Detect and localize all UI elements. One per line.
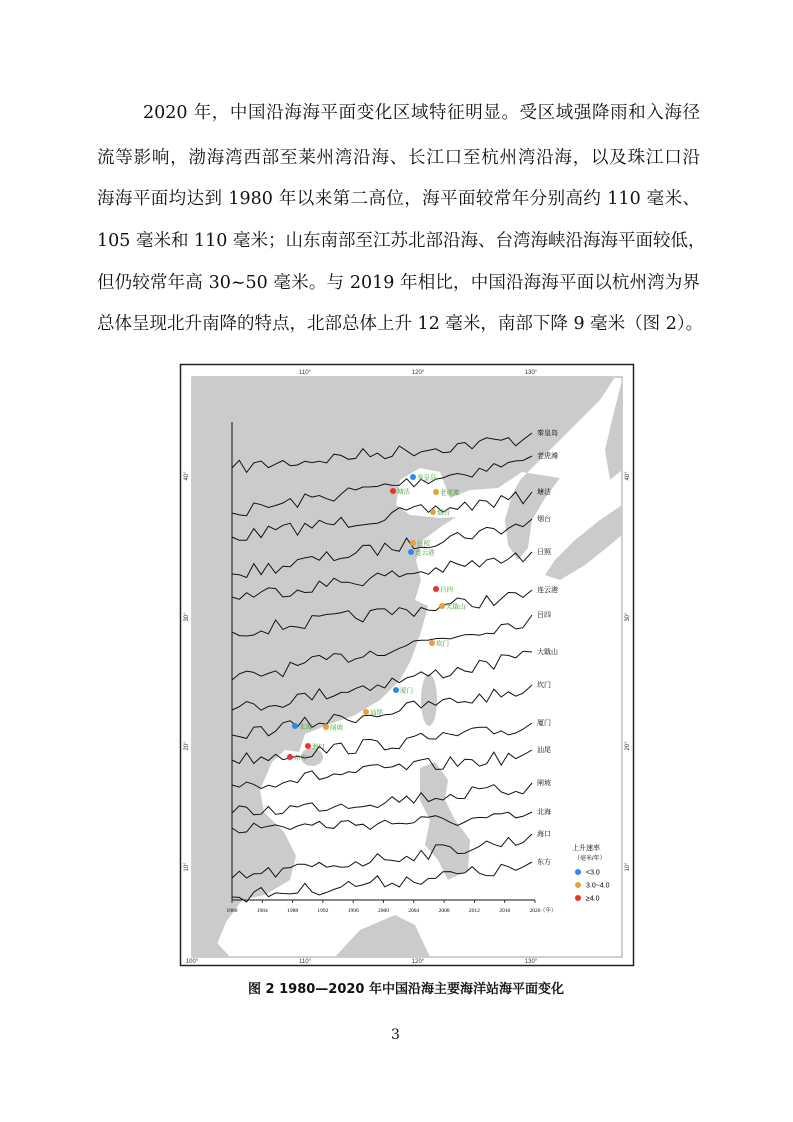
x-tick-label: 2020 bbox=[529, 908, 541, 914]
lat-label-right: 30° bbox=[625, 612, 631, 622]
station-label: 连云港 bbox=[415, 549, 435, 557]
body-text-line: 2020 年，中国沿海海平面变化区域特征明显。受区域强降雨和入海径 bbox=[143, 103, 700, 123]
series-label: 北海 bbox=[537, 808, 551, 816]
lon-label-top: 120° bbox=[411, 370, 425, 376]
station-label: 吕四 bbox=[440, 586, 453, 594]
series-label: 日照 bbox=[537, 548, 551, 556]
legend-unit: （毫米/年） bbox=[574, 856, 606, 862]
x-tick-label: 1980 bbox=[226, 908, 238, 914]
station-dot bbox=[408, 549, 414, 555]
lon-label-bottom: 110° bbox=[299, 959, 311, 965]
series-label: 大戢山 bbox=[537, 648, 558, 656]
station-label: 东方 bbox=[294, 754, 307, 762]
station-dot bbox=[393, 687, 399, 693]
legend-title: 上升速率 bbox=[572, 845, 600, 852]
x-axis-unit: （年） bbox=[540, 908, 557, 914]
station-label: 海口 bbox=[312, 743, 325, 751]
station-label: 大戢山 bbox=[446, 603, 466, 611]
station-dot bbox=[433, 489, 439, 495]
map bbox=[192, 377, 622, 957]
lat-label-left: 20° bbox=[184, 741, 190, 751]
station-label: 秦皇岛 bbox=[417, 474, 437, 482]
station-label: 塘沽 bbox=[397, 488, 410, 496]
station-dot bbox=[292, 723, 298, 729]
series-label: 坎门 bbox=[537, 681, 551, 689]
station-dot bbox=[410, 540, 416, 546]
legend-label: ≥4.0 bbox=[586, 895, 600, 903]
lat-label-right: 20° bbox=[625, 741, 631, 751]
body-text-line: 总体呈现北升南降的特点，北部总体上升 12 毫米，南部下降 9 毫米（图 2）。 bbox=[97, 314, 704, 334]
lon-label-bottom: 100° bbox=[185, 959, 199, 965]
body-text-line: 流等影响，渤海湾西部至莱州湾沿海、长江口至杭州湾沿海，以及珠江口沿 bbox=[97, 148, 700, 168]
figure-caption: 图 2 1980—2020 年中国沿海主要海洋站海平面变化 bbox=[248, 982, 564, 997]
series-label: 汕尾 bbox=[537, 746, 551, 754]
x-tick-label: 2008 bbox=[438, 908, 450, 914]
legend-swatch bbox=[575, 882, 581, 888]
page-number: 3 bbox=[391, 1027, 400, 1043]
station-label: 坎门 bbox=[436, 640, 449, 648]
station-label: 汕尾 bbox=[370, 709, 383, 717]
lat-label-left: 40° bbox=[184, 471, 190, 481]
station-dot bbox=[410, 474, 416, 480]
station-label: 烟台 bbox=[437, 509, 450, 517]
body-text-line: 但仍较常年高 30~50 毫米。与 2019 年相比，中国沿海海平面以杭州湾为界 bbox=[97, 273, 700, 293]
legend-label: <3.0 bbox=[586, 869, 600, 877]
series-label: 连云港 bbox=[537, 586, 558, 594]
series-label: 吕四 bbox=[537, 611, 551, 619]
station-label: 北海 bbox=[299, 723, 312, 731]
x-tick-label: 1984 bbox=[256, 908, 268, 914]
legend-swatch bbox=[575, 895, 581, 901]
legend-label: 3.0~4.0 bbox=[586, 882, 610, 890]
station-dot bbox=[439, 603, 445, 609]
lon-label-bottom: 130° bbox=[524, 959, 538, 965]
x-tick-label: 1992 bbox=[317, 908, 329, 914]
body-text-line: 海海平面均达到 1980 年以来第二高位，海平面较常年分别高约 110 毫米、 bbox=[97, 189, 700, 209]
x-tick-label: 2004 bbox=[408, 908, 420, 914]
lon-label-bottom: 120° bbox=[411, 959, 425, 965]
station-label: 闸坡 bbox=[330, 724, 343, 732]
station-label: 老虎滩 bbox=[440, 489, 460, 497]
station-dot bbox=[305, 743, 311, 749]
series-label: 塘沽 bbox=[537, 488, 551, 496]
lon-label-top: 130° bbox=[524, 370, 538, 376]
station-label: 日照 bbox=[417, 540, 430, 548]
series-label: 老虎滩 bbox=[537, 452, 558, 460]
lat-label-right: 10° bbox=[625, 862, 631, 872]
series-label: 闸坡 bbox=[537, 779, 551, 787]
lat-label-left: 30° bbox=[184, 612, 190, 622]
taiwan-island bbox=[421, 674, 437, 726]
station-dot bbox=[429, 640, 435, 646]
series-label: 秦皇岛 bbox=[537, 429, 558, 437]
lat-label-right: 40° bbox=[625, 471, 631, 481]
station-dot bbox=[323, 724, 329, 730]
x-tick-label: 1988 bbox=[287, 908, 299, 914]
x-tick-label: 2012 bbox=[468, 908, 480, 914]
legend-swatch bbox=[575, 869, 581, 875]
series-label: 东方 bbox=[537, 858, 551, 866]
x-tick-label: 2000 bbox=[378, 908, 389, 914]
x-tick-label: 2016 bbox=[499, 908, 511, 914]
series-label: 海口 bbox=[537, 830, 551, 838]
station-dot bbox=[363, 709, 369, 715]
lon-label-top: 110° bbox=[299, 370, 311, 376]
lat-label-left: 10° bbox=[184, 862, 190, 872]
station-dot bbox=[287, 754, 293, 760]
station-dot bbox=[390, 488, 396, 494]
station-dot bbox=[430, 509, 436, 515]
x-tick-label: 1996 bbox=[347, 908, 359, 914]
series-label: 烟台 bbox=[537, 515, 551, 523]
station-dot bbox=[433, 586, 439, 592]
station-label: 厦门 bbox=[400, 687, 413, 695]
series-label: 厦门 bbox=[537, 719, 551, 727]
body-text-line: 105 毫米和 110 毫米；山东南部至江苏北部沿海、台湾海峡沿海海平面较低， bbox=[97, 231, 706, 251]
